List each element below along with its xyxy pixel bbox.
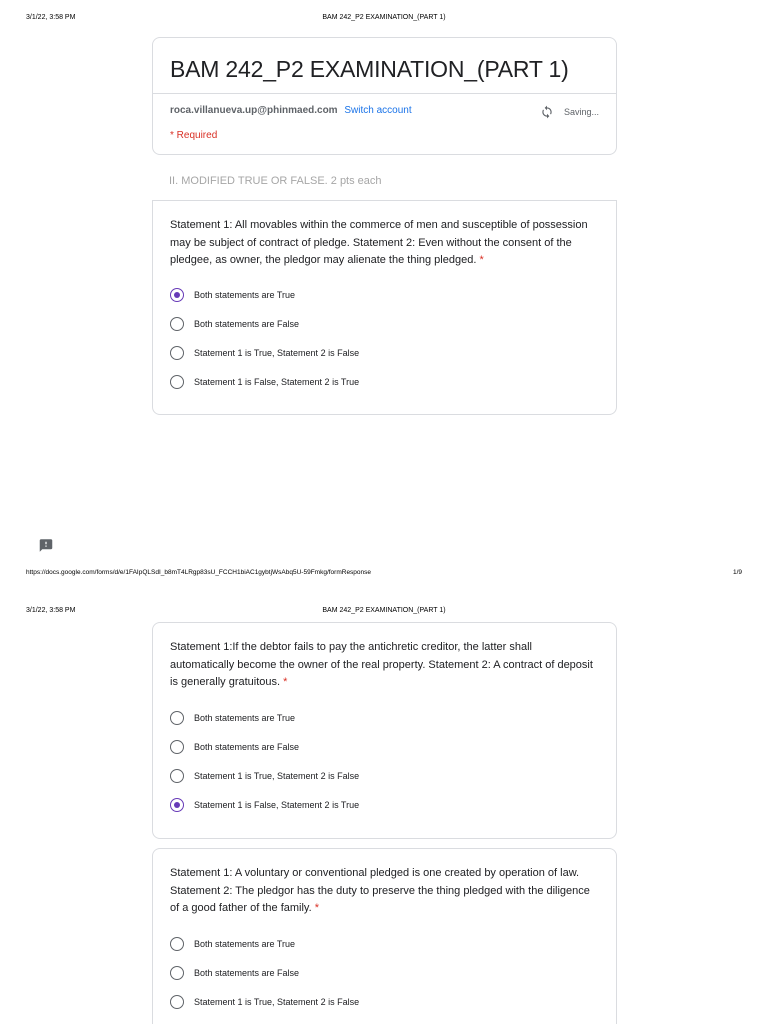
radio-button[interactable]: [170, 769, 184, 783]
print-date: 3/1/22, 3:58 PM: [26, 14, 76, 21]
sync-icon: [539, 105, 555, 119]
question-card: [152, 200, 617, 415]
section-header: II. MODIFIED TRUE OR FALSE. 2 pts each: [169, 175, 382, 187]
question-card: [152, 622, 617, 839]
radio-button[interactable]: [170, 966, 184, 980]
option-label: Statement 1 is False, Statement 2 is True: [194, 800, 360, 810]
question-text-body: Statement 1: A voluntary or conventional pledged is one created by operation of law. Statement 2: The pledgor has the duty to preserve the thing pledged with the diligence of a good father of the family.: [170, 867, 590, 914]
required-star: *: [283, 676, 288, 688]
form-title: BAM 242_P2 EXAMINATION_(PART 1): [170, 56, 569, 82]
account-email: roca.villanueva.up@phinmaed.com: [170, 105, 338, 116]
option-label: Statement 1 is True, Statement 2 is False: [194, 348, 360, 358]
radio-option[interactable]: [170, 740, 299, 754]
page-number: 1/9: [732, 569, 742, 576]
required-star: *: [479, 254, 484, 266]
radio-option[interactable]: [170, 317, 299, 331]
option-label: Both statements are False: [194, 968, 300, 978]
form-title-card: [152, 37, 617, 155]
saving-text: Saving...: [563, 107, 599, 117]
question-text-body: Statement 1:If the debtor fails to pay the antichretic creditor, the latter shall automatically become the owner of the real property. Statement 2: A contract of deposit is generally gratuitous.: [170, 641, 593, 688]
switch-account-link[interactable]: Switch account: [344, 105, 412, 116]
print-title: BAM 242_P2 EXAMINATION_(PART 1): [322, 14, 446, 21]
radio-button[interactable]: [170, 711, 184, 725]
radio-option[interactable]: [170, 995, 359, 1009]
radio-option[interactable]: [170, 937, 295, 951]
radio-button[interactable]: [170, 937, 184, 951]
option-label: Both statements are True: [194, 290, 296, 300]
radio-option[interactable]: [170, 769, 359, 783]
radio-button[interactable]: [170, 346, 184, 360]
required-note: * Required: [170, 130, 218, 141]
print-url: https://docs.google.com/forms/d/e/1FAIpQLSdI_b8mT4LRgp83sU_FCCH1biAC1gybtjWsAbq5U-59Fmkg/formResponse: [26, 569, 372, 576]
print-title: BAM 242_P2 EXAMINATION_(PART 1): [322, 607, 446, 614]
option-label: Both statements are True: [194, 713, 296, 723]
question-text: [170, 865, 594, 918]
feedback-icon[interactable]: [38, 538, 54, 553]
radio-option[interactable]: [170, 966, 299, 980]
radio-option[interactable]: [170, 798, 359, 812]
option-label: Both statements are False: [194, 319, 300, 329]
radio-option[interactable]: [170, 375, 359, 389]
radio-button[interactable]: [170, 375, 184, 389]
radio-option[interactable]: [170, 711, 295, 725]
question-text: [170, 217, 594, 270]
saving-status: [539, 105, 599, 119]
option-label: Both statements are True: [194, 939, 296, 949]
radio-button[interactable]: [170, 995, 184, 1009]
radio-button[interactable]: [170, 740, 184, 754]
option-label: Both statements are False: [194, 742, 300, 752]
option-label: Statement 1 is False, Statement 2 is True: [194, 377, 360, 387]
radio-option[interactable]: [170, 288, 295, 302]
print-header: [0, 14, 768, 34]
account-row: [170, 105, 412, 116]
option-label: Statement 1 is True, Statement 2 is False: [194, 997, 360, 1007]
required-star: *: [314, 902, 320, 914]
radio-option[interactable]: [170, 346, 359, 360]
print-footer: [0, 569, 768, 581]
option-label: Statement 1 is True, Statement 2 is False: [194, 771, 360, 781]
title-divider: [153, 93, 616, 94]
question-card: [152, 848, 617, 1024]
print-date: 3/1/22, 3:58 PM: [26, 607, 76, 614]
question-text-body: Statement 1: All movables within the commerce of men and susceptible of possession may be subject of contract of pledge. Statement 2: Even without the consent of the pledgee, as owner, the pledgor may alienate the thing pledged.: [170, 219, 588, 266]
radio-button[interactable]: [170, 317, 184, 331]
question-text: [170, 639, 594, 692]
radio-button-selected[interactable]: [170, 798, 184, 812]
radio-button-selected[interactable]: [170, 288, 184, 302]
